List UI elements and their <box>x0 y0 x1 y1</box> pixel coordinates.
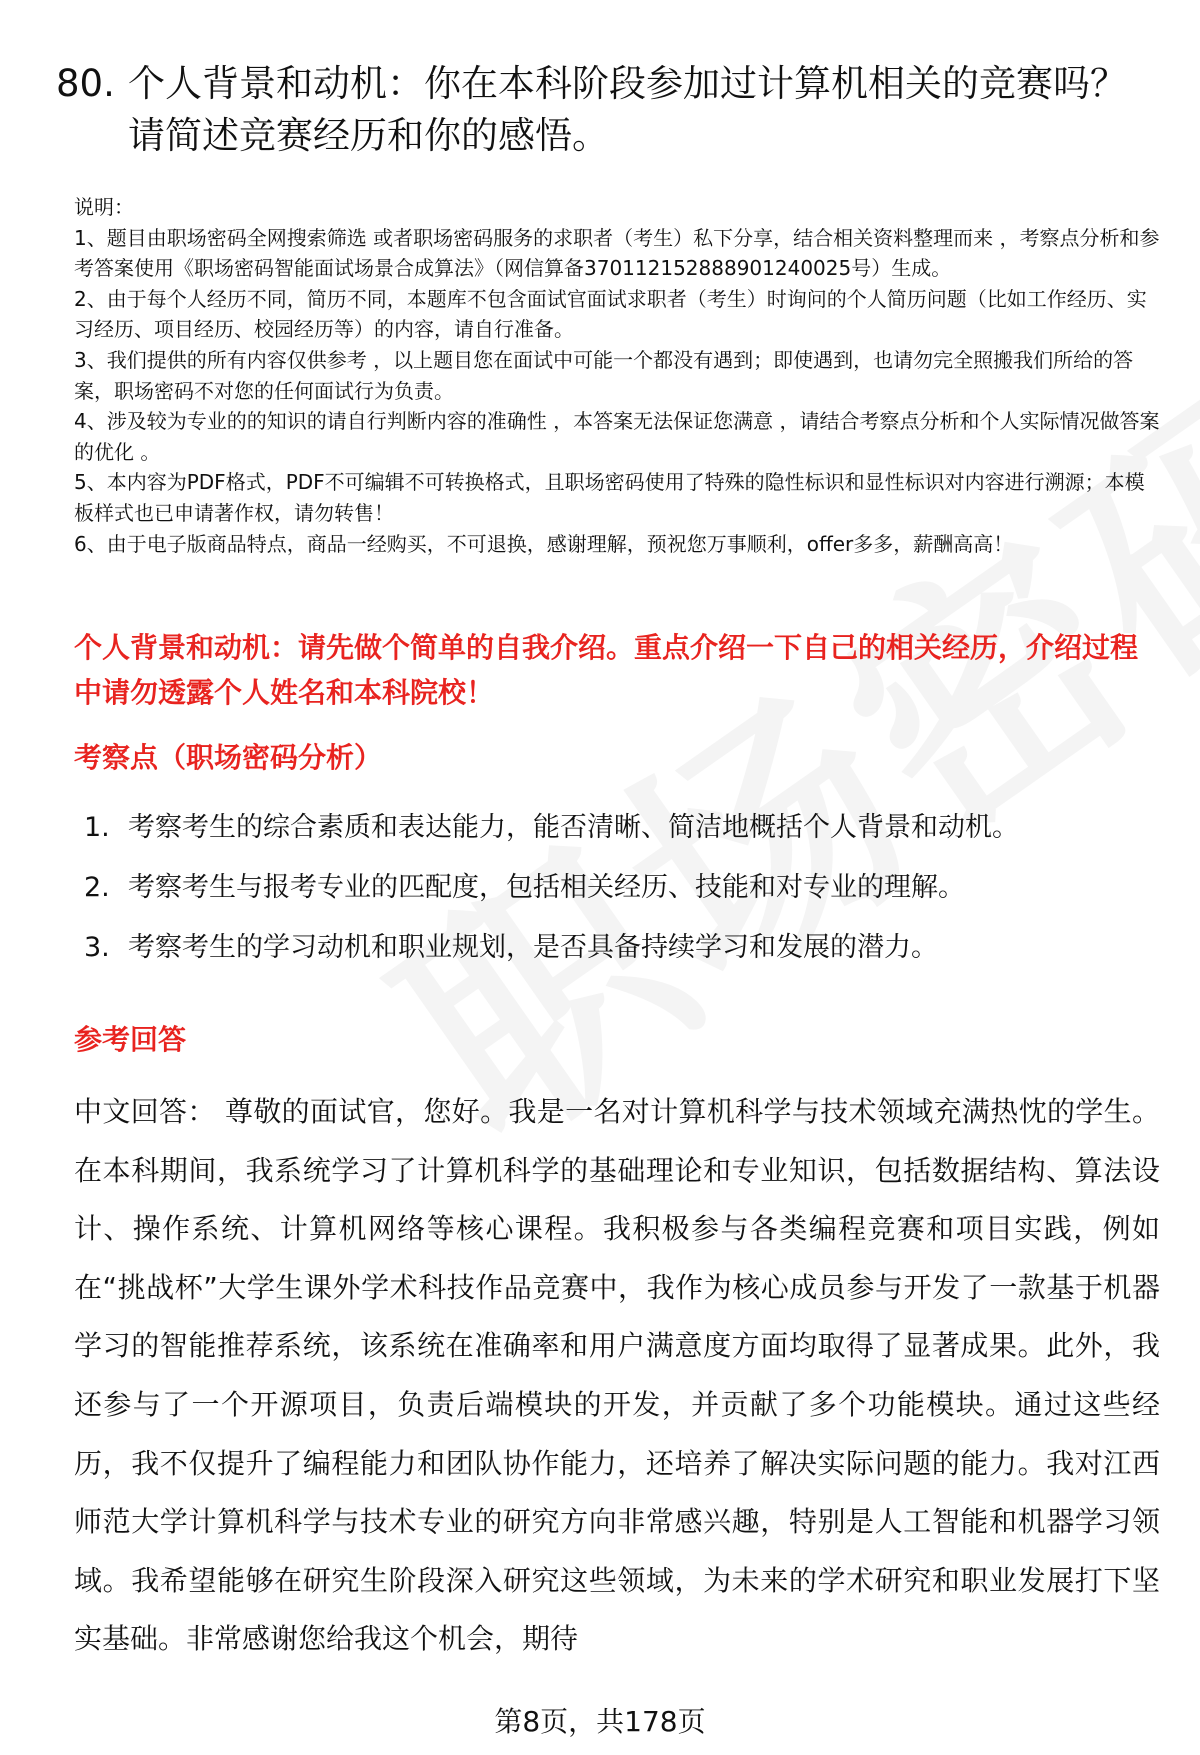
question-number: 80. <box>56 62 115 105</box>
notes-heading: 说明： <box>74 195 134 219</box>
point-text: 考察考生的综合素质和表达能力，能否清晰、简洁地概括个人背景和动机。 <box>128 812 1019 843</box>
notes-block <box>74 192 1160 559</box>
note-item: 5、本内容为PDF格式，PDF不可编辑不可转换格式，且职场密码使用了特殊的隐性标识和显性标识对内容进行溯源；本模板样式也已申请著作权，请勿转售！ <box>74 470 1145 525</box>
list-item <box>84 808 1154 848</box>
point-number: 3. <box>84 932 110 963</box>
question-title <box>56 58 1146 162</box>
point-number: 1. <box>84 812 110 843</box>
note-item: 6、由于电子版商品特点，商品一经购买，不可退换，感谢理解，预祝您万事顺利，offer多多，薪酬高高！ <box>74 531 1014 556</box>
reference-heading: 参考回答 <box>74 1023 187 1056</box>
red-instruction: 个人背景和动机：请先做个简单的自我介绍。重点介绍一下自己的相关经历，介绍过程中请勿透露个人姓名和本科院校！ <box>74 631 1139 709</box>
reference-answer: 中文回答： 尊敬的面试官，您好。我是一名对计算机科学与技术领域充满热忱的学生。在本科期间，我系统学习了计算机科学的基础理论和专业知识，包括数据结构、算法设计、操作系统、计算机网络等核心课程。我积极参与各类编程竞赛和项目实践，例如在“挑战杯”大学生课外学术科技作品竞赛中，我作为核心成员参与开发了一款基于机器学习的智能推荐系统，该系统在准确率和用户满意度方面均取得了显著成果。此外，我还参与了一个开源项目，负责后端模块的开发，并贡献了多个功能模块。通过这些经历，我不仅提升了编程能力和团队协作能力，还培养了解决实际问题的能力。我对江西师范大学计算机科学与技术专业的研究方向非常感兴趣，特别是人工智能和机器学习领域。我希望能够在研究生阶段深入研究这些领域，为未来的学术研究和职业发展打下坚实基础。非常感谢您给我这个机会，期待 <box>74 1095 1160 1656</box>
note-item: 1、题目由职场密码全网搜索筛选 或者职场密码服务的求职者（考生）私下分享，结合相关资料整理而来 ，考察点分析和参考答案使用《职场密码智能面试场景合成算法》（网信算备370112152888901240025号）生成。 <box>74 225 1160 281</box>
list-item <box>84 868 1154 908</box>
note-item: 3、我们提供的所有内容仅供参考 ，以上题目您在面试中可能一个都没有遇到；即使遇到，也请勿完全照搬我们所给的答案，职场密码不对您的任何面试行为负责。 <box>74 347 1134 403</box>
point-text: 考察考生的学习动机和职业规划，是否具备持续学习和发展的潜力。 <box>128 932 938 963</box>
analysis-heading: 考察点（职场密码分析） <box>74 741 383 774</box>
note-item: 4、涉及较为专业的的知识的请自行判断内容的准确性 ，本答案无法保证您满意 ，请结合考察点分析和个人实际情况做答案的优化 。 <box>74 409 1160 464</box>
analysis-points <box>84 808 1154 988</box>
note-item: 2、由于每个人经历不同，简历不同，本题库不包含面试官面试求职者（考生）时询问的个人简历问题（比如工作经历、实习经历、项目经历、校园经历等）的内容，请自行准备。 <box>74 286 1147 342</box>
question-text: 个人背景和动机：你在本科阶段参加过计算机相关的竞赛吗？请简述竞赛经历和你的感悟。 <box>128 62 1127 157</box>
list-item <box>84 928 1154 968</box>
point-text: 考察考生与报考专业的匹配度，包括相关经历、技能和对专业的理解。 <box>128 872 965 903</box>
page-number: 第8页，共178页 <box>494 1705 706 1738</box>
point-number: 2. <box>84 872 110 903</box>
